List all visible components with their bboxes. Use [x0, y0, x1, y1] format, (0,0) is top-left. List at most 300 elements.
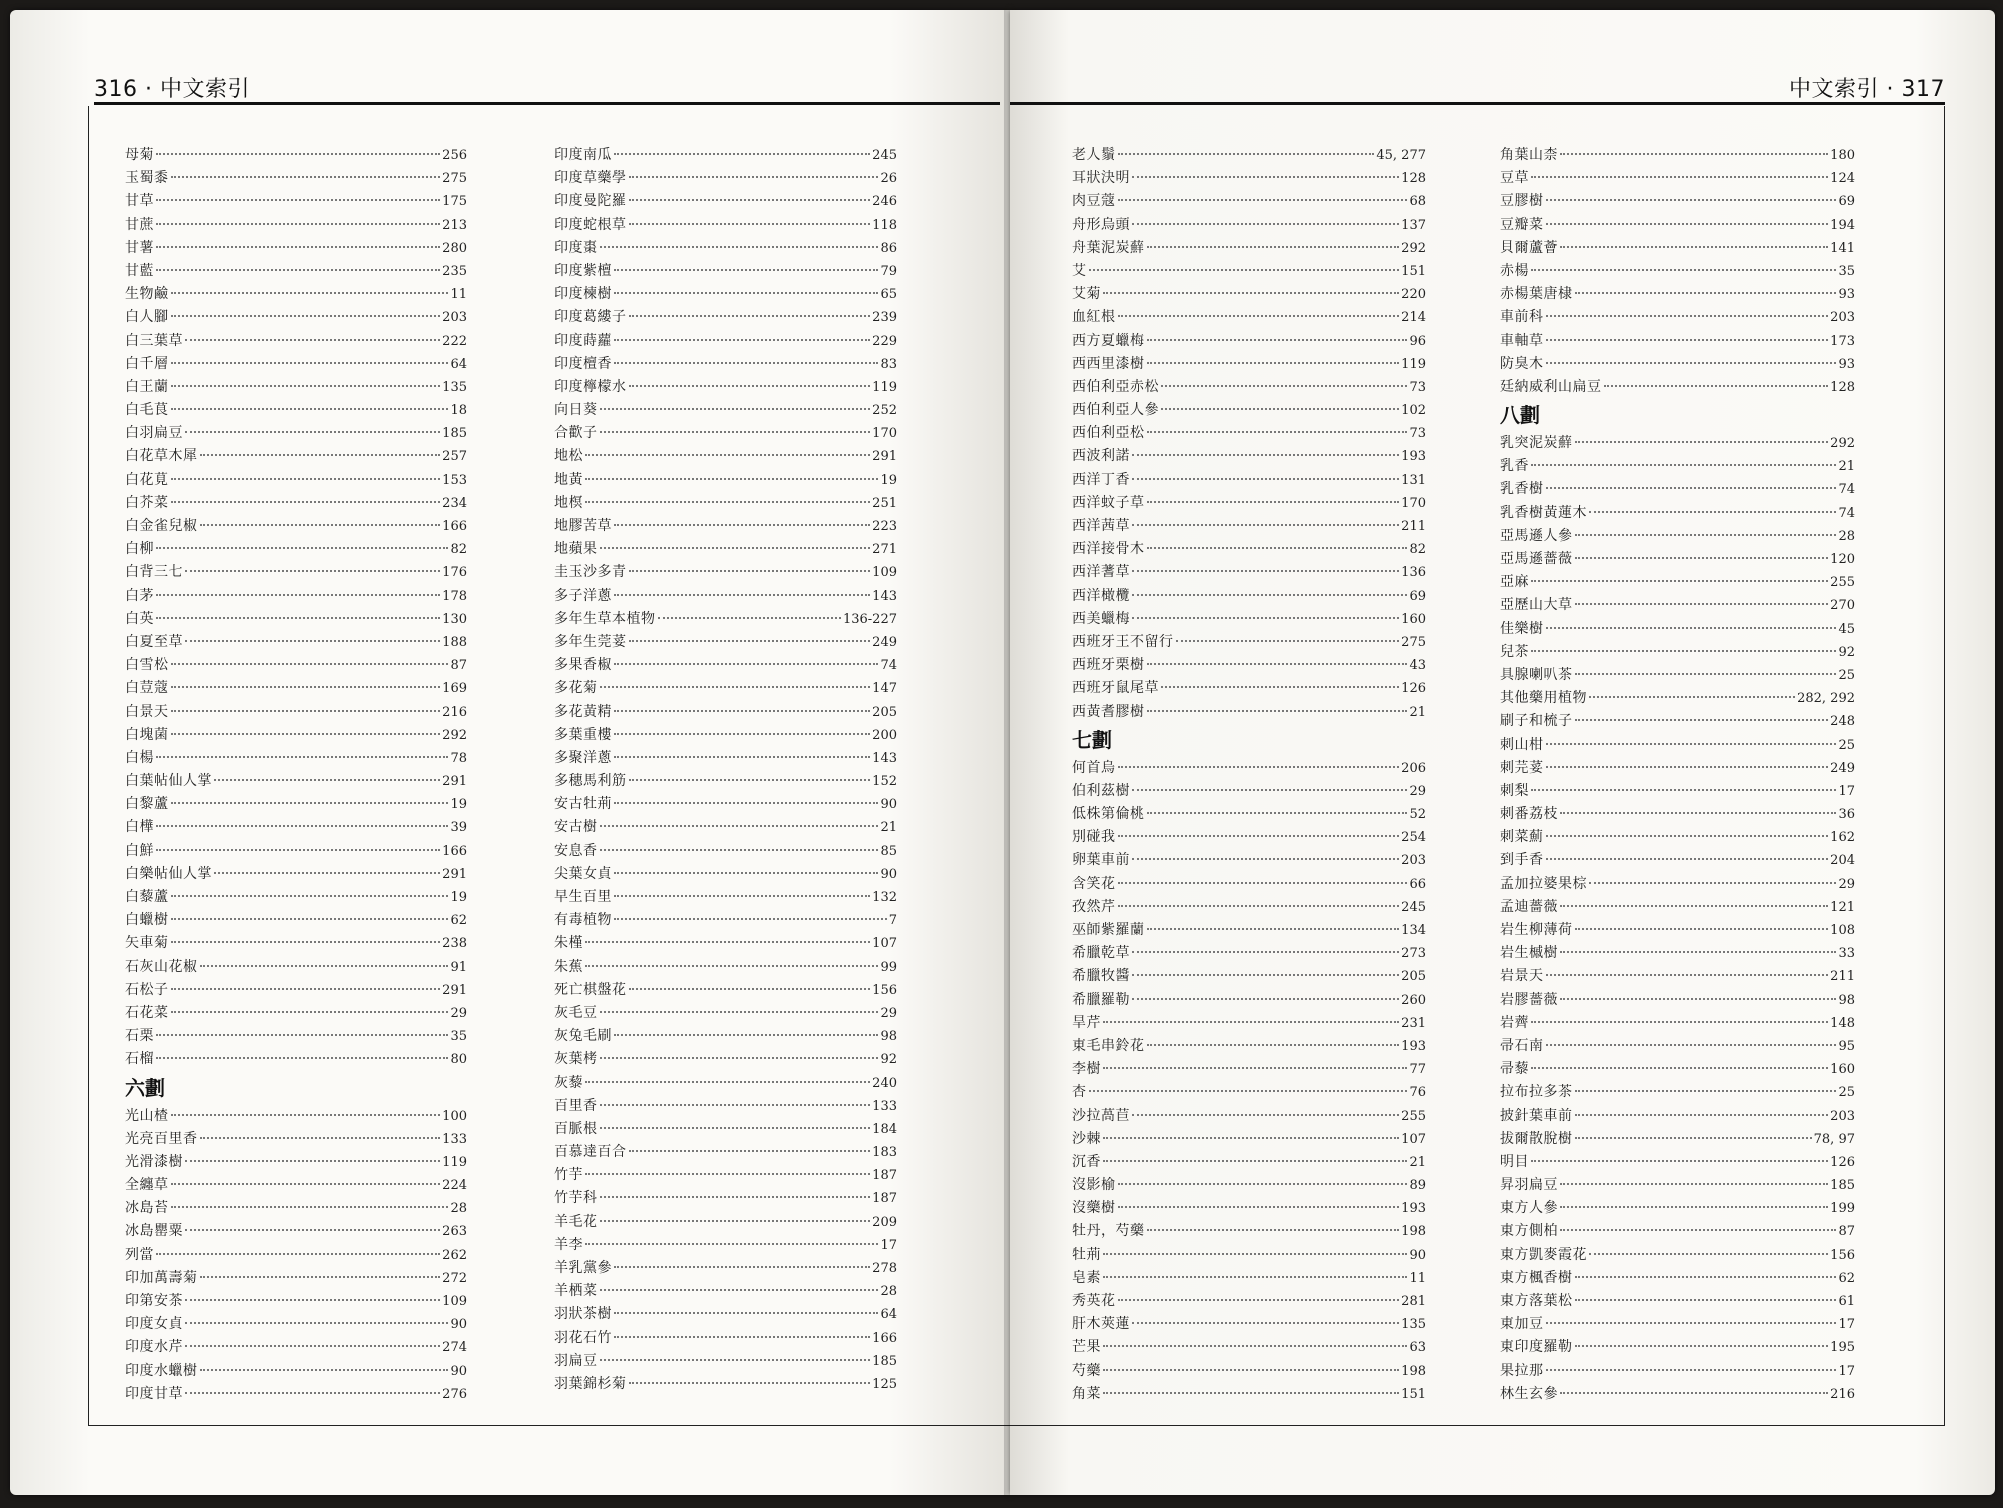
index-entry — [1500, 571, 1855, 594]
page-number: 222 — [442, 333, 467, 349]
page-number: 85 — [880, 843, 897, 859]
index-term: 廷納威利山扁豆 — [1500, 378, 1602, 395]
page-number: 184 — [872, 1121, 897, 1137]
index-entry — [1072, 701, 1426, 724]
index-entry — [1072, 965, 1426, 988]
index-term: 車軸草 — [1500, 332, 1544, 349]
leader-dots — [1147, 710, 1408, 712]
index-entry — [1500, 989, 1855, 1012]
page-number: 187 — [872, 1191, 897, 1207]
page-number: 36 — [1838, 807, 1855, 823]
index-term: 地膠苦草 — [554, 518, 612, 534]
leader-dots — [1147, 812, 1408, 814]
index-term: 白塊菌 — [125, 726, 169, 743]
index-entry — [554, 538, 897, 561]
leader-dots — [1132, 789, 1407, 791]
index-entry — [1072, 561, 1426, 584]
index-entry — [125, 886, 467, 909]
index-term: 希臘牧醬 — [1072, 968, 1130, 985]
index-entry — [1072, 989, 1426, 1012]
page-number: 183 — [872, 1145, 897, 1161]
leader-dots — [185, 1299, 440, 1301]
index-entry — [1072, 1290, 1426, 1313]
index-entry — [1072, 1220, 1426, 1243]
leader-dots — [1546, 743, 1837, 745]
index-entry — [554, 492, 897, 515]
index-term: 安息香 — [554, 842, 598, 859]
leader-dots — [1575, 534, 1837, 536]
index-term: 沉香 — [1072, 1153, 1101, 1170]
leader-dots — [585, 941, 870, 943]
index-entry — [1500, 757, 1855, 780]
index-entry — [554, 422, 897, 445]
index-term: 尖葉女貞 — [554, 865, 612, 882]
index-entry — [554, 956, 897, 979]
index-term: 芒果 — [1072, 1339, 1101, 1356]
leader-dots — [200, 1369, 449, 1371]
leader-dots — [600, 1196, 871, 1198]
index-term: 灰葉栲 — [554, 1051, 598, 1068]
index-term: 刺菜薊 — [1500, 829, 1544, 846]
page-number: 173 — [1830, 333, 1855, 349]
index-entry — [125, 376, 467, 399]
index-term: 白金雀兒椒 — [125, 518, 198, 534]
page-number: 79 — [880, 263, 897, 279]
index-entry — [1072, 422, 1426, 445]
leader-dots — [629, 988, 871, 990]
index-term: 白茅 — [125, 587, 154, 604]
index-entry — [554, 167, 897, 190]
index-entry — [1500, 896, 1855, 919]
index-term: 豆膠樹 — [1500, 193, 1544, 210]
page-number: 62 — [450, 913, 467, 929]
index-term: 印度檀香 — [554, 355, 612, 372]
index-term: 多聚洋蔥 — [554, 749, 612, 766]
index-term: 有毒植物 — [554, 912, 612, 929]
index-term: 印度曼陀羅 — [554, 193, 627, 210]
leader-dots — [1103, 1369, 1399, 1371]
leader-dots — [1147, 246, 1400, 248]
index-term: 角葉山柰 — [1500, 147, 1558, 163]
page-number: 28 — [880, 1284, 897, 1300]
leader-dots — [1176, 640, 1400, 642]
leader-dots — [185, 1392, 440, 1394]
index-term: 果拉那 — [1500, 1362, 1544, 1379]
leader-dots — [1560, 1183, 1828, 1185]
index-term: 白三葉草 — [125, 332, 183, 349]
page-number: 21 — [1409, 704, 1426, 720]
index-entry — [125, 1220, 467, 1243]
index-entry — [554, 979, 897, 1002]
index-term: 竹芋 — [554, 1167, 583, 1184]
leader-dots — [1575, 719, 1829, 721]
index-entry — [125, 445, 467, 468]
leader-dots — [1560, 153, 1828, 155]
leader-dots — [156, 1057, 448, 1059]
page-number: 166 — [442, 843, 467, 859]
index-entry — [1072, 1058, 1426, 1081]
leader-dots — [171, 315, 441, 317]
page-number: 166 — [872, 1330, 897, 1346]
index-entry — [1500, 478, 1855, 501]
index-entry — [125, 1128, 467, 1151]
index-term: 冰島苔 — [125, 1200, 169, 1217]
index-entry — [554, 399, 897, 422]
index-entry — [1500, 803, 1855, 826]
index-entry — [125, 353, 467, 376]
index-term: 白黎蘆 — [125, 796, 169, 813]
leader-dots — [1103, 1021, 1399, 1023]
index-term: 印加萬壽菊 — [125, 1269, 198, 1286]
leader-dots — [1546, 1044, 1837, 1046]
index-entry — [554, 631, 897, 654]
index-term: 帚石南 — [1500, 1037, 1544, 1054]
leader-dots — [171, 385, 441, 387]
leader-dots — [200, 1276, 441, 1278]
index-entry — [1500, 1105, 1855, 1128]
section-heading: 六劃 — [125, 1075, 165, 1100]
index-entry — [1500, 1267, 1855, 1290]
index-term: 朱槿 — [554, 935, 583, 952]
page-number: 143 — [872, 588, 897, 604]
index-entry — [1072, 1105, 1426, 1128]
index-term: 乳香 — [1500, 458, 1529, 475]
index-term: 東方凱麥霞花 — [1500, 1246, 1587, 1263]
page-number: 151 — [1401, 1386, 1426, 1402]
index-term: 卵葉車前 — [1072, 852, 1130, 869]
page-number: 17 — [880, 1237, 897, 1253]
page-number: 90 — [1409, 1247, 1426, 1263]
index-term: 印度檸檬水 — [554, 378, 627, 395]
index-entry — [1072, 492, 1426, 515]
index-term: 乳突泥炭蘚 — [1500, 435, 1573, 452]
leader-dots — [600, 431, 871, 433]
index-entry — [1500, 502, 1855, 525]
index-term: 多花菊 — [554, 680, 598, 697]
index-entry — [125, 492, 467, 515]
index-entry — [554, 585, 897, 608]
leader-dots — [1103, 1345, 1407, 1347]
index-term: 東方落葉松 — [1500, 1293, 1573, 1309]
page-number: 256 — [442, 148, 467, 163]
page-number: 95 — [1838, 1038, 1855, 1054]
leader-dots — [171, 501, 441, 503]
page-number: 119 — [442, 1154, 467, 1170]
index-entry — [1072, 214, 1426, 237]
index-term: 刺梨 — [1500, 782, 1529, 799]
page-number: 107 — [1401, 1131, 1426, 1147]
leader-dots — [1132, 1114, 1399, 1116]
leader-dots — [614, 1266, 870, 1268]
index-entry — [1072, 376, 1426, 399]
index-term: 冰島罌粟 — [125, 1223, 183, 1240]
page-number: 175 — [442, 194, 467, 210]
page-number: 107 — [872, 936, 897, 952]
leader-dots — [1575, 1299, 1837, 1301]
left-page — [10, 10, 1010, 1495]
leader-dots — [214, 779, 440, 781]
index-entry — [1072, 306, 1426, 329]
index-entry — [1072, 919, 1426, 942]
index-entry — [1072, 677, 1426, 700]
leader-dots — [156, 825, 448, 827]
index-term: 豆草 — [1500, 170, 1529, 187]
leader-dots — [171, 1114, 441, 1116]
leader-dots — [1089, 269, 1400, 271]
index-entry — [1500, 1197, 1855, 1220]
page-number: 216 — [1830, 1386, 1855, 1402]
page-number: 260 — [1401, 992, 1426, 1008]
index-entry — [1500, 1336, 1855, 1359]
page-number: 7 — [888, 913, 897, 929]
page-number: 151 — [1401, 263, 1426, 279]
index-entry — [125, 654, 467, 677]
page-number: 166 — [442, 519, 467, 534]
index-term: 孟迪薔薇 — [1500, 898, 1558, 915]
index-entry — [1072, 873, 1426, 896]
leader-dots — [1118, 882, 1408, 884]
index-entry — [1500, 641, 1855, 664]
leader-dots — [1147, 928, 1400, 930]
index-term: 合歡子 — [554, 425, 598, 442]
index-term: 印度南瓜 — [554, 147, 612, 163]
page-number: 43 — [1409, 658, 1426, 674]
page-number: 248 — [1830, 714, 1855, 730]
leader-dots — [614, 710, 870, 712]
page-number: 291 — [442, 774, 467, 790]
page-number: 90 — [450, 1363, 467, 1379]
page-number: 276 — [442, 1386, 467, 1402]
leader-dots — [1546, 627, 1837, 629]
leader-dots — [1103, 292, 1399, 294]
page-number: 249 — [872, 634, 897, 650]
index-term: 其他藥用植物 — [1500, 690, 1587, 707]
index-term: 沒藥樹 — [1072, 1200, 1116, 1217]
leader-dots — [1132, 974, 1399, 976]
index-entry — [125, 1383, 467, 1406]
leader-dots — [585, 478, 878, 480]
page-number: 25 — [1838, 1085, 1855, 1101]
index-term: 西洋丁香 — [1072, 471, 1130, 488]
index-term: 全纏草 — [125, 1177, 169, 1194]
page-number: 74 — [1838, 505, 1855, 521]
index-term: 兒茶 — [1500, 643, 1529, 660]
page-number: 21 — [880, 820, 897, 836]
index-entry — [1500, 780, 1855, 803]
index-entry — [1072, 330, 1426, 353]
page-number: 25 — [1838, 737, 1855, 753]
index-term: 岩薺 — [1500, 1014, 1529, 1031]
leader-dots — [1575, 1090, 1837, 1092]
page-number: 205 — [872, 704, 897, 720]
leader-dots — [1531, 789, 1836, 791]
leader-dots — [1147, 1044, 1400, 1046]
index-term: 白芥菜 — [125, 494, 169, 511]
page-number: 92 — [880, 1052, 897, 1068]
page-number: 45 — [1838, 621, 1855, 637]
page-number: 109 — [872, 565, 897, 581]
index-term: 艾 — [1072, 262, 1087, 279]
page-number: 74 — [1838, 482, 1855, 498]
page-number: 136-227 — [842, 611, 897, 627]
index-entry — [1500, 1290, 1855, 1313]
page-number: 234 — [442, 495, 467, 511]
leader-dots — [1560, 905, 1828, 907]
leader-dots — [1589, 1253, 1828, 1255]
page-number: 205 — [1401, 969, 1426, 985]
index-term: 西洋茜草 — [1072, 518, 1130, 534]
page-number: 252 — [872, 403, 897, 419]
index-term: 羽葉錦杉菊 — [554, 1375, 627, 1392]
leader-dots — [1147, 431, 1408, 433]
leader-dots — [156, 1034, 448, 1036]
leader-dots — [171, 941, 441, 943]
index-term: 白人腳 — [125, 309, 169, 326]
page-number: 66 — [1409, 876, 1426, 892]
index-term: 西洋蚊子草 — [1072, 494, 1145, 511]
index-term: 印度楝樹 — [554, 286, 612, 303]
leader-dots — [171, 686, 441, 688]
index-entry — [125, 1025, 467, 1048]
index-entry — [125, 747, 467, 770]
index-term: 牡荊 — [1072, 1246, 1101, 1263]
page-number: 211 — [1830, 969, 1855, 985]
index-term: 生物鹼 — [125, 286, 169, 303]
page-number: 257 — [442, 449, 467, 465]
index-entry — [1072, 445, 1426, 468]
page-number: 98 — [1838, 992, 1855, 1008]
index-term: 旱芹 — [1072, 1014, 1101, 1031]
index-term: 羊毛花 — [554, 1213, 598, 1230]
index-entry — [125, 306, 467, 329]
index-term: 矢車菊 — [125, 935, 169, 952]
index-term: 西方夏蠟梅 — [1072, 332, 1145, 349]
leader-dots — [156, 849, 440, 851]
page-number: 83 — [880, 356, 897, 372]
page-number: 246 — [872, 194, 897, 210]
page-number: 17 — [1838, 1363, 1855, 1379]
page-number: 19 — [450, 890, 467, 905]
index-entry — [1072, 237, 1426, 260]
leader-dots — [614, 1034, 878, 1036]
index-term: 印度紫檀 — [554, 262, 612, 279]
index-term: 刺芫荽 — [1500, 759, 1544, 776]
index-entry — [1500, 525, 1855, 548]
leader-dots — [600, 1220, 871, 1222]
page-number: 29 — [1838, 876, 1855, 892]
index-term: 母菊 — [125, 147, 154, 163]
index-term: 耳狀決明 — [1072, 170, 1130, 187]
index-entry — [1500, 849, 1855, 872]
index-entry — [554, 724, 897, 747]
index-term: 明目 — [1500, 1153, 1529, 1170]
leader-dots — [156, 269, 440, 271]
page-number: 235 — [442, 263, 467, 279]
leader-dots — [185, 339, 440, 341]
leader-dots — [600, 547, 871, 549]
page-number: 204 — [1830, 853, 1855, 869]
leader-dots — [585, 1243, 878, 1245]
page-number: 291 — [442, 982, 467, 998]
index-term: 朱蕉 — [554, 958, 583, 975]
index-entry — [1500, 1081, 1855, 1104]
leader-dots — [1103, 1137, 1399, 1139]
page-number: 132 — [872, 890, 897, 905]
page-number: 271 — [872, 542, 897, 558]
leader-dots — [1132, 223, 1399, 225]
index-term: 帚藜 — [1500, 1061, 1529, 1078]
leader-dots — [1132, 998, 1399, 1000]
page-number: 214 — [1401, 310, 1426, 326]
index-term: 白花莧 — [125, 471, 169, 488]
page-number: 65 — [880, 287, 897, 303]
index-entry — [125, 1336, 467, 1359]
leader-dots — [600, 1104, 871, 1106]
index-entry — [554, 1303, 897, 1326]
index-term: 東加豆 — [1500, 1316, 1544, 1333]
index-term: 白鮮 — [125, 842, 154, 859]
index-entry — [1500, 1035, 1855, 1058]
leader-dots — [200, 965, 449, 967]
index-term: 刺山柑 — [1500, 736, 1544, 753]
index-entry — [1072, 353, 1426, 376]
index-entry — [554, 1257, 897, 1280]
index-entry — [554, 1095, 897, 1118]
page-number: 185 — [442, 426, 467, 442]
page-number: 238 — [442, 936, 467, 952]
index-entry — [1072, 1336, 1426, 1359]
leader-dots — [1132, 594, 1407, 596]
page-number: 93 — [1838, 287, 1855, 303]
leader-dots — [156, 153, 440, 155]
page-number: 198 — [1401, 1224, 1426, 1240]
index-term: 早生百里 — [554, 889, 612, 905]
page-number: 281 — [1401, 1294, 1426, 1309]
index-term: 地黃 — [554, 471, 583, 488]
leader-dots — [1575, 292, 1837, 294]
index-entry — [1072, 283, 1426, 306]
page-number: 52 — [1409, 807, 1426, 823]
index-term: 赤楊 — [1500, 262, 1529, 279]
index-entry — [1500, 167, 1855, 190]
leader-dots — [1147, 663, 1408, 665]
page-number: 29 — [880, 1005, 897, 1021]
index-term: 白藜蘆 — [125, 889, 169, 905]
index-term: 西美蠟梅 — [1072, 610, 1130, 627]
index-entry — [554, 283, 897, 306]
page-number: 64 — [880, 1307, 897, 1323]
leader-dots — [1546, 315, 1829, 317]
index-entry — [554, 1350, 897, 1373]
page-number: 134 — [1401, 923, 1426, 938]
index-term: 西班牙栗樹 — [1072, 657, 1145, 674]
index-term: 亞麻 — [1500, 574, 1529, 591]
index-entry — [1072, 608, 1426, 631]
index-term: 西洋橄欖 — [1072, 587, 1130, 604]
leader-dots — [614, 802, 878, 804]
index-term: 多年生莞荽 — [554, 633, 627, 650]
index-entry — [554, 909, 897, 932]
index-term: 乳香樹黃蓮木 — [1500, 504, 1587, 521]
right-page — [1010, 10, 1995, 1495]
page-number: 18 — [450, 403, 467, 419]
index-term: 別碰我 — [1072, 829, 1116, 846]
leader-dots — [629, 1382, 871, 1384]
index-term: 石灰山花椒 — [125, 958, 198, 975]
index-entry — [1500, 873, 1855, 896]
page-number: 203 — [442, 310, 467, 326]
index-entry — [125, 167, 467, 190]
